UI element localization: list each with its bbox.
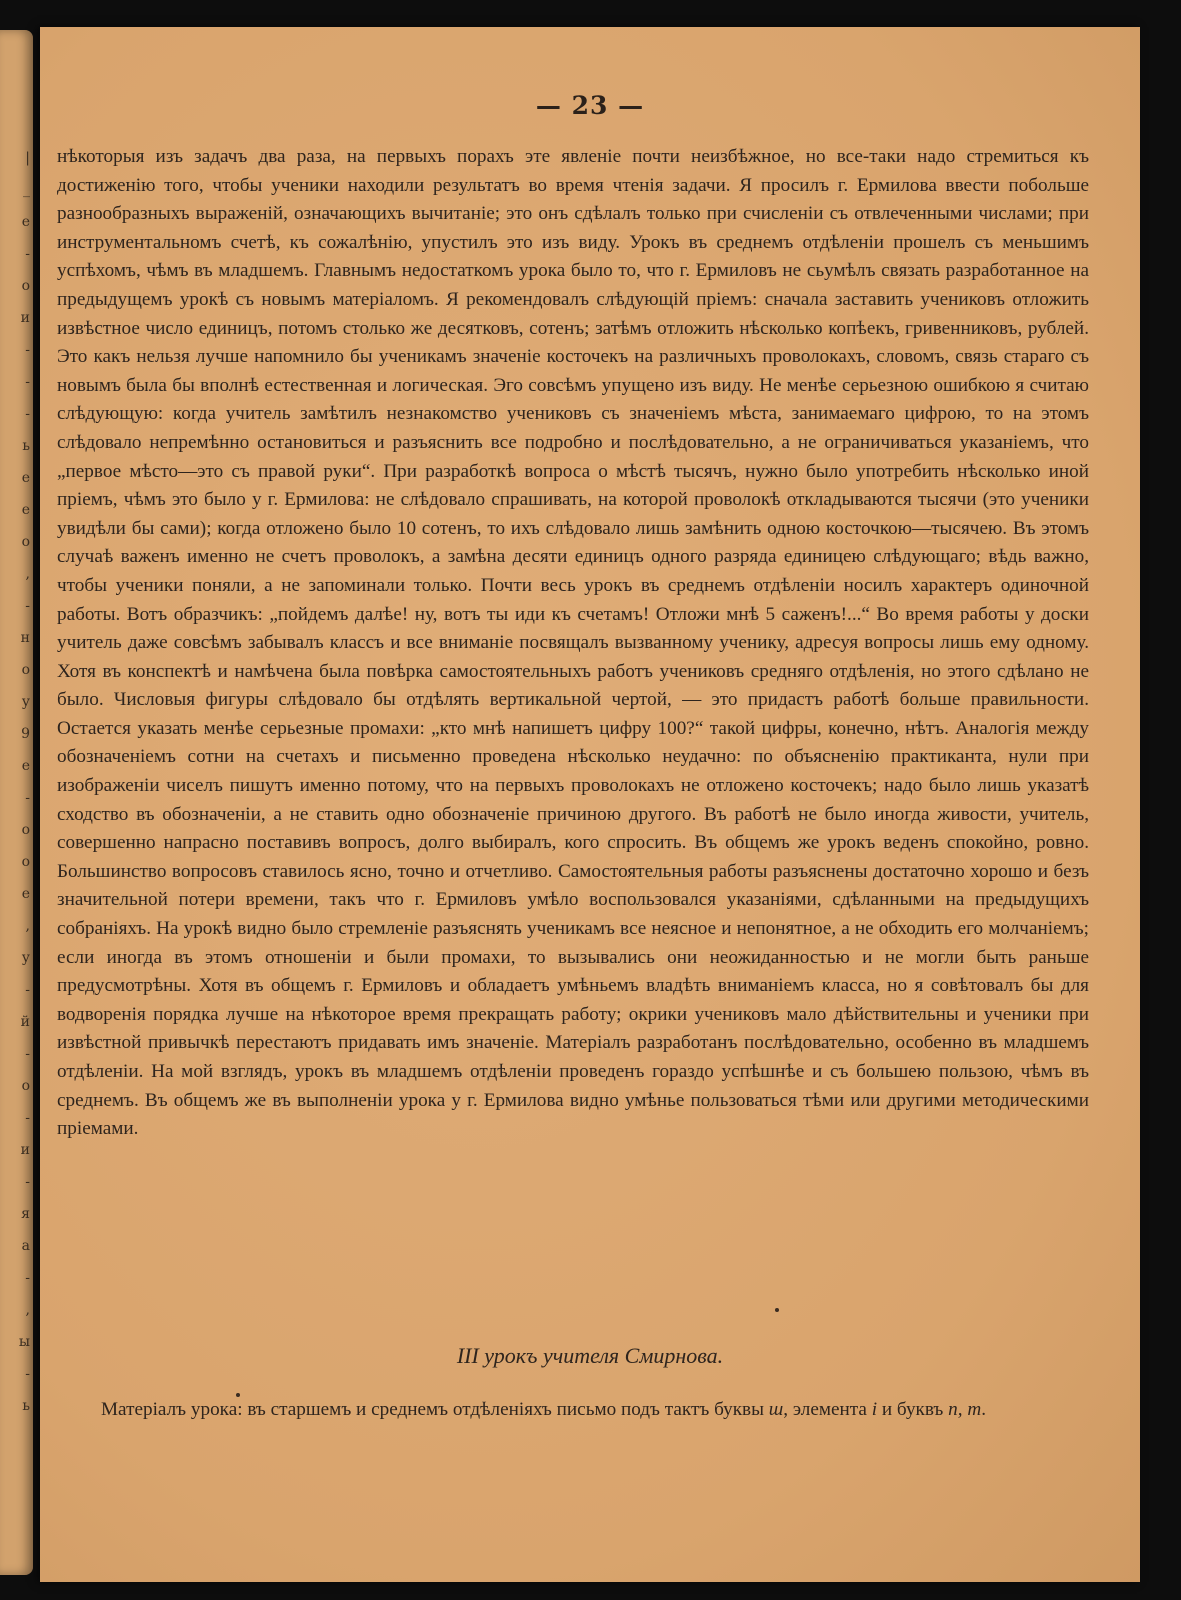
margin-char: - <box>25 1174 30 1190</box>
margin-char: - <box>25 790 30 806</box>
margin-char: , <box>25 918 30 934</box>
margin-char: - <box>25 1366 30 1382</box>
margin-char: е <box>21 214 30 230</box>
margin-char: ь <box>22 438 30 454</box>
margin-char: о <box>21 822 30 838</box>
margin-char: ь <box>22 1398 30 1414</box>
margin-char: и <box>20 310 30 326</box>
section-heading: III урокъ учителя Смирнова. <box>456 1343 724 1368</box>
margin-char: | <box>25 150 30 166</box>
margin-char: - <box>25 598 30 614</box>
lesson-element: і <box>871 1399 878 1420</box>
margin-char: 9 <box>21 726 30 742</box>
margin-char: - <box>25 246 30 262</box>
margin-char: - <box>25 1046 30 1062</box>
margin-char: о <box>21 1078 30 1094</box>
margin-char: ы <box>18 1334 30 1350</box>
margin-char: й <box>20 1014 30 1030</box>
lesson-text-3: и буквъ <box>877 1399 944 1420</box>
margin-char: , <box>25 566 30 582</box>
lesson-text-1: Матеріалъ урока: въ старшемъ и среднемъ отдѣленіяхъ письмо подъ тактъ буквы <box>101 1399 764 1420</box>
margin-char: _ <box>23 182 30 198</box>
margin-char: - <box>25 342 30 358</box>
margin-char: н <box>20 630 30 646</box>
margin-char: - <box>25 982 30 998</box>
margin-char: и <box>20 1142 30 1158</box>
body-paragraph: нѣкоторыя изъ задачъ два раза, на первыхъ порахъ эте явленіе почти неизбѣжное, но все-таки надо стремиться къ достиженію того, чтобы ученики находили результатъ во время чтенія задачи. Я просилъ г. Ермилова ввести побольше разнообразныхъ выраженій, означающихъ вычитаніе; это онъ сдѣлалъ только при счисленіи съ отвлеченными числами; при инструментальномъ счетѣ, къ сожалѣнію, упустилъ это изъ виду. Урокъ въ среднемъ отдѣленіи прошелъ съ меньшимъ успѣхомъ, чѣмъ въ младшемъ. Главнымъ недостаткомъ урока было то, что г. Ермиловъ не сьумѣлъ связать разработанное на предыдущемъ урокѣ съ новымъ матеріаломъ. Я рекомендовалъ слѣдующій пріемъ: сначала заставить учениковъ отложить извѣстное число единицъ, потомъ столько же десятковъ, сотенъ; затѣмъ отложить нѣсколько копѣекъ, гривенниковъ, рублей. Это какъ нельзя лучше напомнило бы ученикамъ значеніе косточекъ на различныхъ проволокахъ, словомъ, связь стараго съ новымъ была бы вполнѣ естественная и логическая. Эго совсѣмъ упущено изъ виду. Не менѣе серьезною ошибкою я считаю слѣдующую: когда учитель замѣтилъ незнакомство учениковъ съ значеніемъ мѣста, занимаемаго цифрою, то на этомъ слѣдовало непремѣнно остановиться и разъяснить все подробно и послѣдовательно, а не ограничиваться указаніемъ, что „первое мѣсто—это съ правой руки“. При разработкѣ вопроса о мѣстѣ тысячъ, нужно было употребить нѣсколько иной пріемъ, чѣмъ это было у г. Ермилова: не слѣдовало спрашивать, на которой проволокѣ откладываются тысячи (это ученики увидѣли бы сами); когда отложено было 10 сотенъ, то ихъ слѣдовало лишь замѣнить одною косточкою—тысячею. Въ этомъ случаѣ важенъ именно не счетъ проволокъ, а замѣна десяти единицъ одного разряда единицею слѣдующаго; вѣдь важно, чтобы ученики поняли, а не запоминали только. Почти весь урокъ въ среднемъ отдѣленіи носилъ характеръ одиночной работы. Вотъ образчикъ: „пойдемъ далѣе! ну, вотъ ты иди къ счетамъ! Отложи мнѣ 5 саженъ!...“ Во время работы у доски учитель даже совсѣмъ забывалъ классъ и все вниманіе посвящалъ вызванному ученику, адресуя вопросы лишь ему одному. Хотя въ конспектѣ и намѣчена была повѣрка самостоятельныхъ работъ учениковъ средняго отдѣленія, но этого сдѣлано не было. Числовыя фигуры слѣдовало бы отдѣлять вертикальной чертой, — это придастъ работѣ больше правильности. Остается указать менѣе серьезные промахи: „кто мнѣ напишетъ цифру 100?“ такой цифры, конечно, нѣтъ. Аналогія между обозначеніемъ сотни на счетахъ и письменно проведена нѣсколько неудачно: по объясненію практиканта, нули при изображеніи чиселъ пишутъ именно потому, что на первыхъ проволокахъ не отложено косточекъ; надо было лишь указатѣ сходство въ обозначеніи, а не ставить одно обозначеніе причиною другого. Въ работѣ не было иногда живости, учитель, совершенно напрасно поставивъ вопросъ, долго выбиралъ, кого спросить. Въ общемъ же урокъ веденъ спокойно, ровно. Большинство вопросовъ ставилось ясно, точно и отчетливо. Самостоятельныя работы разъяснены достаточно хорошо и безъ значительной потери времени, такъ что г. Ермиловъ умѣло воспользовался указаніями, сдѣланными на предыдущихъ собраніяхъ. На урокѣ видно было стремленіе разъяснять ученикамъ все неясное и непонятное, а не обходить его молчаніемъ; если иногда въ этомъ отношеніи и были промахи, то вызывались они неожиданностью и не могли быть раньше предусмотрѣны. Хотя въ общемъ г. Ермиловъ и обладаетъ умѣньемъ владѣть вниманіемъ класса, но я совѣтовалъ бы для водворенія порядка лучше на нѣкоторое время прекращать работу; окрики учениковъ мало дѣйствительны и ученики при извѣстной привычкѣ перестаютъ придавать имъ значеніе. Матеріалъ разработанъ послѣдовательно, особенно въ младшемъ отдѣленіи. На мой взглядъ, урокъ въ младшемъ отдѣленіи проведенъ гораздо успѣшнѣе и съ большею пользою, чѣмъ въ среднемъ. Въ общемъ же въ выполненіи урока у г. Ермилова видно умѣнье пользоваться тѣми или другими методическими пріемами. <box>57 146 1089 1140</box>
previous-page-edge <box>0 30 33 1575</box>
margin-char: , <box>25 1302 30 1318</box>
margin-char: е <box>21 470 30 486</box>
margin-char: о <box>21 854 30 870</box>
margin-char: - <box>25 1110 30 1126</box>
margin-char: а <box>21 1238 30 1254</box>
margin-char: е <box>21 502 30 518</box>
document-page <box>40 27 1140 1582</box>
margin-char: - <box>25 374 30 390</box>
lesson-text-2: , элемента <box>783 1399 867 1420</box>
margin-char: е <box>21 886 30 902</box>
margin-char: о <box>21 534 30 550</box>
ink-speck <box>775 1308 779 1312</box>
previous-page-margin-text <box>4 150 30 1430</box>
margin-char: е <box>21 758 30 774</box>
margin-char: о <box>21 278 30 294</box>
margin-char: о <box>21 662 30 678</box>
margin-char: - <box>25 406 30 422</box>
page-number: — 23 — <box>535 91 645 120</box>
margin-char: у <box>21 950 30 966</box>
lesson-text-4: . <box>981 1399 986 1420</box>
lesson-material-paragraph <box>57 1395 1089 1424</box>
lesson-letters-pt: п, т <box>948 1399 982 1420</box>
margin-char: я <box>21 1206 30 1222</box>
margin-char: у <box>21 694 30 710</box>
margin-char: - <box>25 1270 30 1286</box>
lesson-letter-sh: ш <box>768 1399 784 1420</box>
